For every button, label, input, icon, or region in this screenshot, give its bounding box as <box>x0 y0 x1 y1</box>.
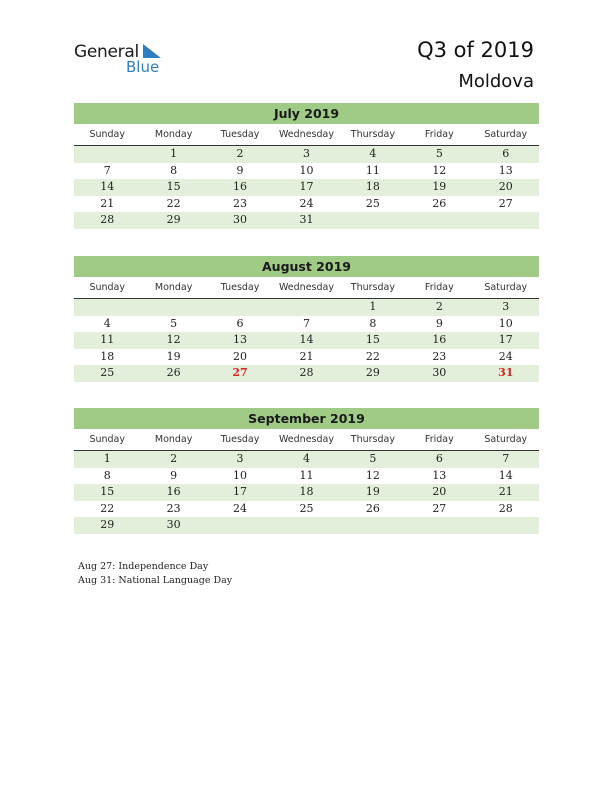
day-cell: 8 <box>103 468 111 482</box>
day-cell <box>473 212 539 229</box>
week-row <box>74 316 539 333</box>
day-cell: 15 <box>166 180 181 193</box>
day-cell: 14 <box>100 180 115 193</box>
day-cell: 4 <box>369 147 377 160</box>
day-cell: 10 <box>233 468 248 482</box>
week-row <box>74 501 539 518</box>
day-cell: 11 <box>365 163 380 177</box>
day-cell: 13 <box>498 163 513 177</box>
weekday-label: Tuesday <box>220 129 260 140</box>
day-cell: 16 <box>166 485 181 498</box>
day-cell: 7 <box>502 452 510 465</box>
weekday-label: Thursday <box>350 282 395 293</box>
day-cell: 29 <box>365 366 380 379</box>
day-cell: 28 <box>100 213 115 226</box>
weekday-label: Tuesday <box>220 434 260 445</box>
day-cell: 14 <box>299 333 314 346</box>
country-name: Moldova <box>458 71 534 92</box>
day-cell: 16 <box>432 333 447 346</box>
weekday-label: Saturday <box>484 282 528 293</box>
day-cell <box>140 299 206 316</box>
day-cell: 6 <box>236 316 244 330</box>
page-title: Q3 of 2019 <box>417 38 534 62</box>
day-cell: 14 <box>498 468 513 482</box>
month-title: August 2019 <box>74 256 539 277</box>
day-cell <box>207 299 273 316</box>
day-cell: 29 <box>100 518 115 531</box>
weekday-label: Wednesday <box>278 434 334 445</box>
weekday-header-row <box>74 125 539 146</box>
week-rows <box>74 146 539 229</box>
day-cell: 27 <box>498 196 513 210</box>
weekday-label: Wednesday <box>278 129 334 140</box>
day-cell: 23 <box>432 349 447 363</box>
day-cell: 9 <box>170 468 178 482</box>
day-cell: 29 <box>166 213 181 226</box>
day-cell: 9 <box>435 316 443 330</box>
day-cell: 21 <box>299 349 314 363</box>
day-cell: 27 <box>232 366 248 379</box>
week-row <box>74 484 539 501</box>
day-cell: 13 <box>432 468 447 482</box>
month-title: September 2019 <box>74 408 539 429</box>
day-cell: 16 <box>233 180 248 193</box>
weekday-label: Friday <box>424 282 454 293</box>
week-row <box>74 468 539 485</box>
day-cell: 11 <box>100 333 115 346</box>
day-cell: 12 <box>365 468 380 482</box>
day-cell: 12 <box>432 163 447 177</box>
week-row <box>74 349 539 366</box>
day-cell: 26 <box>166 366 181 379</box>
week-row <box>74 163 539 180</box>
day-cell: 19 <box>166 349 181 363</box>
day-cell: 5 <box>369 452 377 465</box>
day-cell: 4 <box>103 316 111 330</box>
day-cell: 2 <box>170 452 178 465</box>
weekday-label: Friday <box>424 434 454 445</box>
day-cell <box>74 299 140 316</box>
logo-text-blue: Blue <box>126 58 160 76</box>
day-cell: 18 <box>100 349 115 363</box>
day-cell: 24 <box>233 501 248 515</box>
day-cell: 10 <box>498 316 513 330</box>
day-cell: 23 <box>233 196 248 210</box>
weekday-label: Monday <box>154 282 193 293</box>
day-cell: 20 <box>432 485 447 498</box>
day-cell: 27 <box>432 501 447 515</box>
day-cell: 15 <box>100 485 115 498</box>
day-cell: 17 <box>498 333 513 346</box>
day-cell: 6 <box>435 452 443 465</box>
weekday-label: Monday <box>154 129 193 140</box>
day-cell: 6 <box>502 147 510 160</box>
weekday-label: Sunday <box>89 434 125 445</box>
day-cell: 9 <box>236 163 244 177</box>
weekday-header-row <box>74 278 539 299</box>
day-cell: 25 <box>100 366 115 379</box>
day-cell: 23 <box>166 501 181 515</box>
day-cell <box>406 517 472 534</box>
month-title: July 2019 <box>74 103 539 124</box>
day-cell <box>273 517 339 534</box>
day-cell: 22 <box>100 501 115 515</box>
day-cell: 2 <box>236 147 244 160</box>
day-cell <box>340 517 406 534</box>
weekday-label: Saturday <box>484 434 528 445</box>
day-cell: 28 <box>498 501 513 515</box>
day-cell: 5 <box>435 147 443 160</box>
day-cell: 21 <box>100 196 115 210</box>
week-rows <box>74 451 539 534</box>
day-cell: 31 <box>299 213 314 226</box>
day-cell: 30 <box>432 366 447 379</box>
day-cell: 19 <box>365 485 380 498</box>
day-cell <box>340 212 406 229</box>
weekday-label: Sunday <box>89 129 125 140</box>
day-cell: 3 <box>236 452 244 465</box>
week-row <box>74 517 539 534</box>
week-row <box>74 146 539 163</box>
day-cell: 4 <box>302 452 310 465</box>
day-cell: 3 <box>302 147 310 160</box>
day-cell: 30 <box>166 518 181 531</box>
day-cell: 22 <box>365 349 380 363</box>
week-rows <box>74 299 539 382</box>
month-calendar-september <box>74 408 539 534</box>
day-cell: 7 <box>103 163 111 177</box>
day-cell: 8 <box>170 163 178 177</box>
week-row <box>74 212 539 229</box>
weekday-label: Sunday <box>89 282 125 293</box>
month-calendar-august <box>74 256 539 382</box>
weekday-label: Wednesday <box>278 282 334 293</box>
brand-logo <box>74 42 174 78</box>
day-cell: 7 <box>302 316 310 330</box>
day-cell: 1 <box>170 147 178 160</box>
day-cell <box>74 146 140 163</box>
day-cell: 31 <box>498 366 514 379</box>
day-cell: 8 <box>369 316 377 330</box>
day-cell: 25 <box>299 501 314 515</box>
week-row <box>74 179 539 196</box>
weekday-label: Monday <box>154 434 193 445</box>
weekday-label: Thursday <box>350 434 395 445</box>
month-calendar-july <box>74 103 539 229</box>
day-cell: 10 <box>299 163 314 177</box>
holiday-note: Aug 31: National Language Day <box>78 575 233 586</box>
day-cell: 17 <box>233 485 248 498</box>
week-row <box>74 299 539 316</box>
holiday-note: Aug 27: Independence Day <box>78 561 209 572</box>
day-cell <box>273 299 339 316</box>
week-row <box>74 196 539 213</box>
weekday-label: Friday <box>424 129 454 140</box>
day-cell: 2 <box>435 300 443 313</box>
holiday-notes <box>78 560 232 588</box>
day-cell <box>406 212 472 229</box>
day-cell: 26 <box>365 501 380 515</box>
day-cell: 18 <box>365 180 380 193</box>
day-cell <box>473 517 539 534</box>
day-cell: 15 <box>365 333 380 346</box>
week-row <box>74 451 539 468</box>
weekday-label: Tuesday <box>220 282 260 293</box>
day-cell: 24 <box>498 349 513 363</box>
weekday-header-row <box>74 430 539 451</box>
week-row <box>74 365 539 382</box>
day-cell: 20 <box>233 349 248 363</box>
day-cell: 1 <box>369 300 377 313</box>
day-cell: 1 <box>103 452 111 465</box>
day-cell: 13 <box>233 333 248 346</box>
weekday-label: Saturday <box>484 129 528 140</box>
day-cell: 18 <box>299 485 314 498</box>
day-cell: 26 <box>432 196 447 210</box>
day-cell: 5 <box>170 316 178 330</box>
day-cell: 24 <box>299 196 314 210</box>
day-cell: 19 <box>432 180 447 193</box>
day-cell: 25 <box>365 196 380 210</box>
week-row <box>74 332 539 349</box>
day-cell: 30 <box>233 213 248 226</box>
weekday-label: Thursday <box>350 129 395 140</box>
day-cell: 28 <box>299 366 314 379</box>
day-cell: 3 <box>502 300 510 313</box>
day-cell: 21 <box>498 485 513 498</box>
day-cell: 22 <box>166 196 181 210</box>
logo-text-general: General <box>74 42 139 62</box>
day-cell: 20 <box>498 180 513 193</box>
day-cell: 11 <box>299 468 314 482</box>
day-cell: 12 <box>166 333 181 346</box>
day-cell <box>207 517 273 534</box>
day-cell: 17 <box>299 180 314 193</box>
